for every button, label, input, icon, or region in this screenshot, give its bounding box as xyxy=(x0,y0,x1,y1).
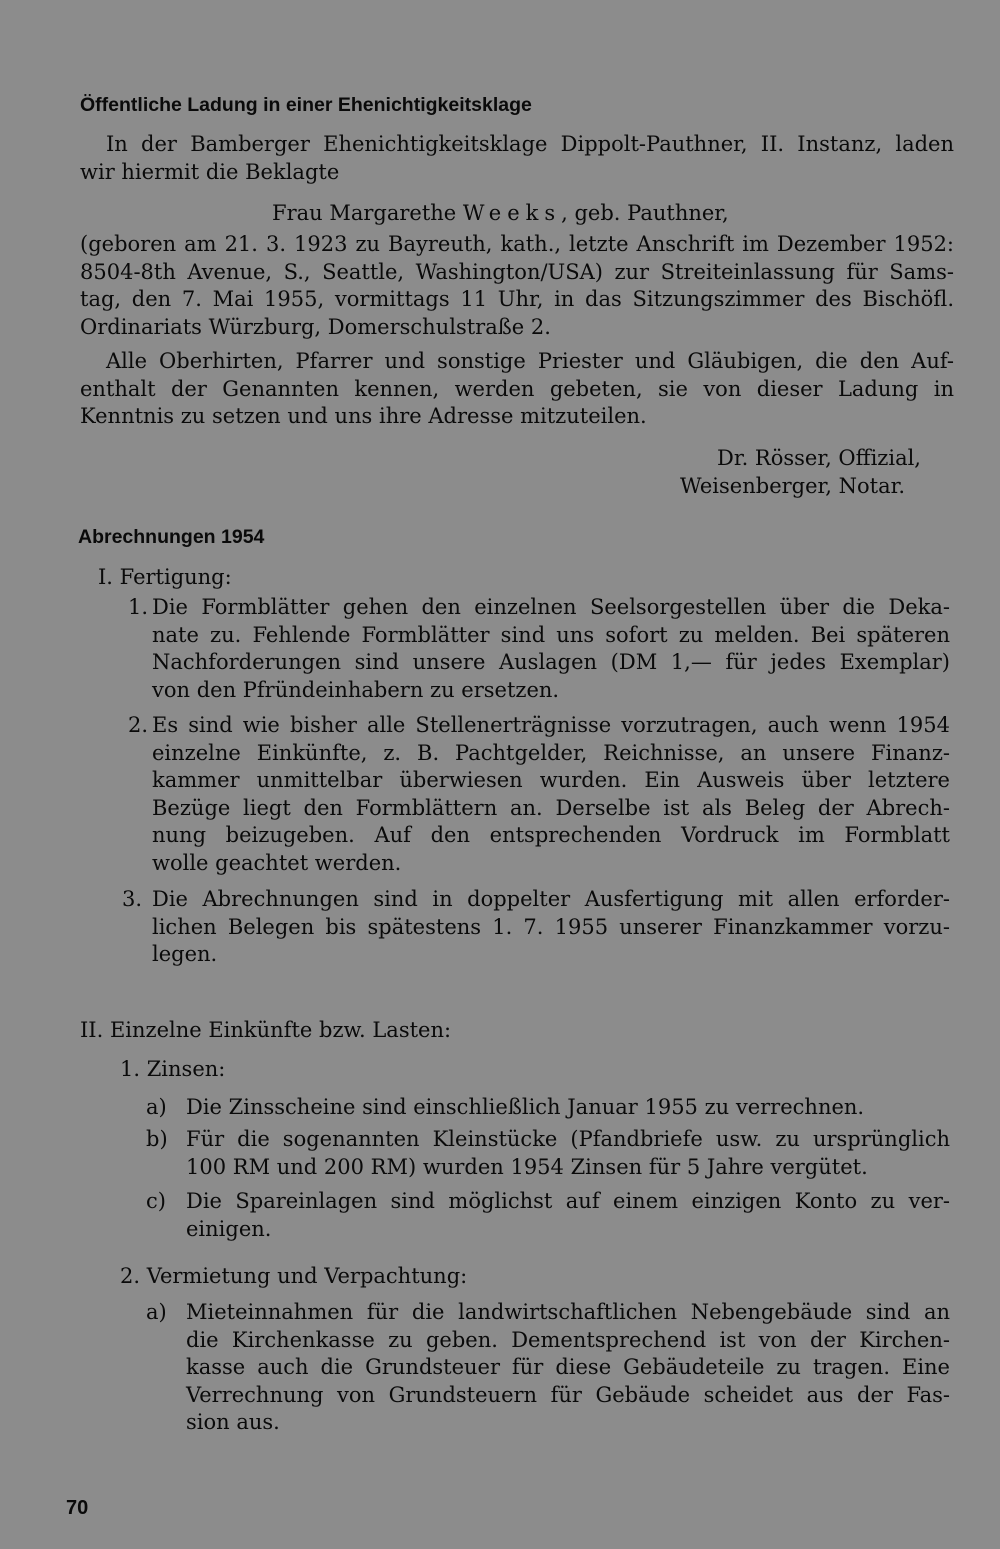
text-line: sion aus. xyxy=(186,1410,280,1434)
text-line: die Kirchenkasse zu geben. Dementsprechend ist von der Kirchen- xyxy=(186,1327,950,1352)
item-number: 3. xyxy=(122,887,143,911)
text-line: 8504-8th Avenue, S., Seattle, Washington/USA) zur Streiteinlassung für Sams- xyxy=(80,259,954,284)
text-line: Die Zinsscheine sind einschließlich Januar 1955 zu verrechnen. xyxy=(186,1095,865,1119)
item-label: a) xyxy=(146,1300,167,1324)
text-line: wir hiermit die Beklagte xyxy=(80,159,340,184)
paragraph-intro xyxy=(80,131,954,186)
text-line: nate zu. Fehlende Formblätter sind uns sofort zu melden. Bei späteren xyxy=(152,622,950,647)
item-label: a) xyxy=(146,1095,167,1119)
name-prefix: Frau Margarethe xyxy=(272,201,457,225)
list-item xyxy=(146,1188,950,1243)
paragraph-details xyxy=(80,231,954,341)
text-line: Kenntnis zu setzen und uns ihre Adresse mitzuteilen. xyxy=(80,404,647,428)
text-line: kasse auch die Grundsteuer für diese Gebäudeteile zu tragen. Eine xyxy=(186,1355,950,1379)
item-label: c) xyxy=(146,1189,166,1213)
text-line: 100 RM und 200 RM) wurden 1954 Zinsen für 5 Jahre vergütet. xyxy=(186,1154,868,1179)
list-item xyxy=(128,594,950,704)
subsection-title-zinsen: 1. Zinsen: xyxy=(120,1057,226,1081)
text-line: legen. xyxy=(152,942,218,966)
text-line: einzelne Einkünfte, z. B. Pachtgelder, Reichnisse, an unsere Finanz- xyxy=(152,740,950,765)
list-item xyxy=(122,886,950,969)
list-item xyxy=(146,1094,950,1122)
section-heading-abrechnungen: Abrechnungen 1954 xyxy=(78,526,265,548)
item-number: 2. xyxy=(128,713,149,737)
text-line: lichen Belegen bis spätestens 1. 7. 1955 unserer Finanzkammer vorzu- xyxy=(152,914,950,939)
name-suffix: , geb. Pauthner, xyxy=(561,201,729,225)
text-line: kammer unmittelbar überwiesen wurden. Ein Ausweis über letztere xyxy=(152,768,950,792)
page-number: 70 xyxy=(66,1497,89,1519)
part-title-fertigung: I. Fertigung: xyxy=(98,565,232,589)
list-item xyxy=(146,1299,950,1437)
text-line: Die Abrechnungen sind in doppelter Ausfertigung mit allen erforder- xyxy=(152,887,950,911)
item-number: 1. xyxy=(128,595,149,619)
text-line: Nachforderungen sind unsere Auslagen (DM 1,— für jedes Exemplar) xyxy=(152,650,950,674)
text-line: Verrechnung von Grundsteuern für Gebäude scheidet aus der Fas- xyxy=(186,1382,950,1407)
list-item xyxy=(146,1126,950,1181)
text-line: tag, den 7. Mai 1955, vormittags 11 Uhr, in das Sitzungszimmer des Bischöfl. xyxy=(80,287,954,311)
name-surname: Weeks xyxy=(462,201,562,225)
section-heading-ladung: Öffentliche Ladung in einer Ehenichtigkeitsklage xyxy=(80,94,532,116)
text-line: Es sind wie bisher alle Stellenerträgnisse vorzutragen, auch wenn 1954 xyxy=(152,713,950,737)
list-item xyxy=(128,712,950,877)
item-label: b) xyxy=(146,1127,168,1151)
text-line: Für die sogenannten Kleinstücke (Pfandbriefe usw. zu ursprünglich xyxy=(186,1127,950,1151)
signatures xyxy=(680,445,952,500)
text-line: wolle geachtet werden. xyxy=(152,850,402,875)
text-line: Die Formblätter gehen den einzelnen Seelsorgestellen über die Deka- xyxy=(152,595,950,619)
part-title-einkuenfte: II. Einzelne Einkünfte bzw. Lasten: xyxy=(80,1018,452,1042)
addressee-name xyxy=(272,200,729,228)
text-line: nung beizugeben. Auf den entsprechenden Vordruck im Formblatt xyxy=(152,823,950,847)
subsection-title-vermietung: 2. Vermietung und Verpachtung: xyxy=(120,1264,468,1288)
text-line: enthalt der Genannten kennen, werden gebeten, sie von dieser Ladung in xyxy=(80,376,954,401)
text-line: Die Spareinlagen sind möglichst auf einem einzigen Konto zu ver- xyxy=(186,1189,950,1213)
text-line: einigen. xyxy=(186,1216,272,1241)
signature-line: Dr. Rösser, Offizial, xyxy=(717,446,921,470)
text-line: Mieteinnahmen für die landwirtschaftlichen Nebengebäude sind an xyxy=(186,1300,950,1324)
text-line: von den Pfründeinhabern zu ersetzen. xyxy=(152,677,560,702)
text-line: Ordinariats Würzburg, Domerschulstraße 2. xyxy=(80,314,551,339)
text-line: In der Bamberger Ehenichtigkeitsklage Dippolt-Pauthner, II. Instanz, laden xyxy=(106,132,954,156)
text-line: Alle Oberhirten, Pfarrer und sonstige Priester und Gläubigen, die den Auf- xyxy=(106,349,954,373)
paragraph-request xyxy=(80,348,954,431)
text-line: Bezüge liegt den Formblättern an. Derselbe ist als Beleg der Abrech- xyxy=(152,795,950,820)
text-line: (geboren am 21. 3. 1923 zu Bayreuth, kath., letzte Anschrift im Dezember 1952: xyxy=(80,232,954,256)
signature-line: Weisenberger, Notar. xyxy=(680,473,905,498)
